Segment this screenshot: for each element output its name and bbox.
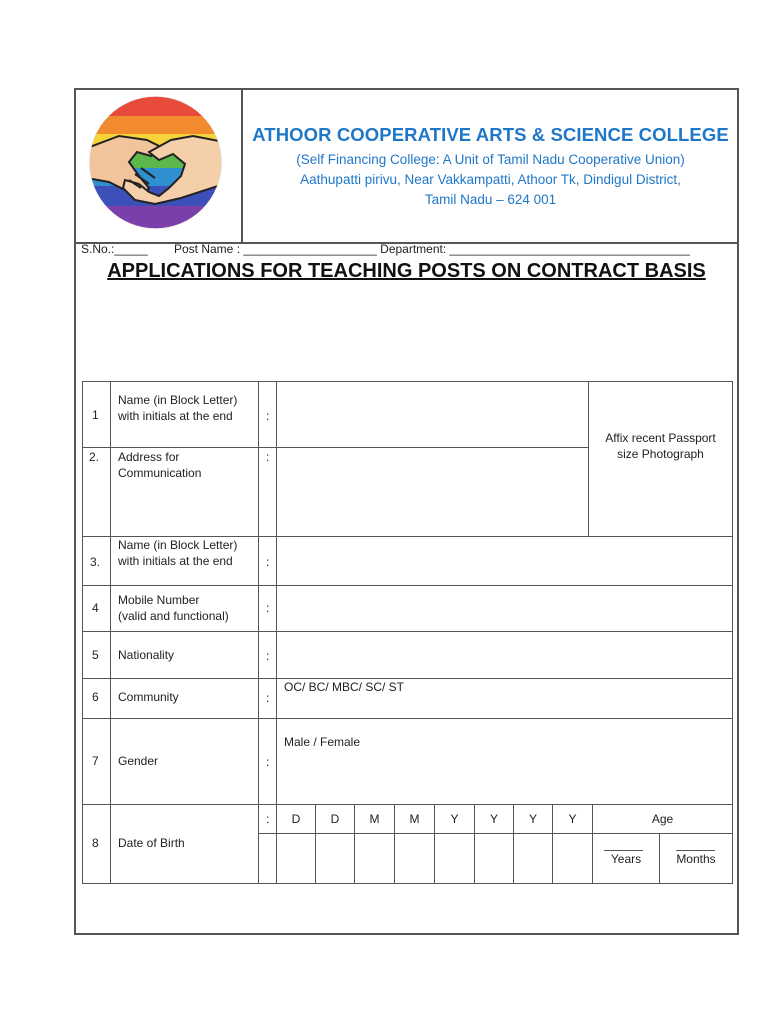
college-subtitle: [244, 150, 737, 210]
logo-divider: [241, 90, 243, 242]
row-label: Date of Birth: [118, 836, 185, 850]
row-number: 1: [92, 408, 99, 422]
row-label: Community: [118, 690, 179, 704]
name-input-2[interactable]: [278, 538, 730, 583]
sno-field[interactable]: S.No.:_____: [81, 242, 148, 256]
table-line: [82, 447, 588, 448]
dob-input-cell[interactable]: [316, 835, 353, 882]
row-number: 5: [92, 648, 99, 662]
community-options[interactable]: OC/ BC/ MBC/ SC/ ST: [284, 680, 405, 694]
dob-year-header: Y: [528, 812, 537, 826]
address-input[interactable]: [278, 449, 586, 535]
dob-input-cell[interactable]: [355, 835, 393, 882]
row-label: Mobile Number: [118, 593, 200, 607]
row-label: with initials at the end: [118, 554, 233, 568]
college-header: [244, 124, 737, 210]
row-colon: :: [266, 812, 270, 826]
dob-year-header: Y: [450, 812, 459, 826]
college-line-3: Tamil Nadu – 624 001: [424, 192, 557, 207]
photo-label-2: size Photograph: [617, 447, 704, 461]
row-number: 6: [92, 690, 99, 704]
table-line: [82, 718, 733, 719]
age-years-field[interactable]: Years: [610, 852, 642, 866]
college-line-1: (Self Financing College: A Unit of Tamil Nadu Cooperative Union): [296, 152, 685, 167]
college-name: ATHOOR COOPERATIVE ARTS & SCIENCE COLLEGE: [252, 124, 729, 145]
row-colon: :: [266, 409, 270, 423]
dob-input-cell[interactable]: [395, 835, 433, 882]
row-number: 2.: [89, 450, 100, 464]
photo-label-1: Affix recent Passport: [605, 431, 716, 445]
table-line: [258, 833, 733, 834]
row-number: 7: [92, 754, 99, 768]
dob-day-header: D: [330, 812, 340, 826]
table-line: [82, 585, 733, 586]
dob-year-header: Y: [568, 812, 577, 826]
row-colon: :: [266, 450, 270, 464]
handshake-rainbow-logo-icon: [89, 96, 222, 229]
age-label: Age: [651, 812, 674, 826]
row-number: 4: [92, 601, 99, 615]
row-label: Communication: [118, 466, 202, 480]
row-number: 8: [92, 836, 99, 850]
row-label: Gender: [118, 754, 159, 768]
table-line: [732, 381, 733, 884]
dob-input-cell[interactable]: [514, 835, 551, 882]
row-label: Nationality: [118, 648, 175, 662]
table-line: [110, 381, 111, 884]
row-label: Name (in Block Letter): [118, 538, 238, 552]
table-line: [258, 381, 259, 884]
table-line: [82, 804, 733, 805]
table-line: [82, 631, 733, 632]
dob-input-cell[interactable]: [475, 835, 512, 882]
years-blank-line: [604, 850, 643, 851]
dob-input-cell[interactable]: [435, 835, 473, 882]
dob-input-cell[interactable]: [277, 835, 314, 882]
table-line: [82, 678, 733, 679]
gender-options[interactable]: Male / Female: [284, 735, 361, 749]
mobile-input[interactable]: [278, 587, 730, 629]
row-label: (valid and functional): [118, 609, 229, 623]
form-title: APPLICATIONS FOR TEACHING POSTS ON CONTRACT BASIS: [107, 260, 706, 282]
months-blank-line: [676, 850, 715, 851]
row-colon: :: [266, 601, 270, 615]
dob-month-header: M: [369, 812, 380, 826]
table-line: [82, 883, 733, 884]
row-label: Name (in Block Letter): [118, 393, 238, 407]
age-months-field[interactable]: Months: [676, 852, 716, 866]
photo-box[interactable]: [589, 431, 732, 461]
row-number: 3.: [90, 555, 101, 569]
post-department-field[interactable]: Post Name : ____________________ Department: ____________________________________: [174, 242, 690, 256]
college-line-2: Aathupatti pirivu, Near Vakkampatti, Athoor Tk, Dindigul District,: [300, 172, 681, 187]
table-line: [82, 381, 83, 884]
dob-day-header: D: [291, 812, 301, 826]
row-colon: :: [266, 649, 270, 663]
row-colon: :: [266, 555, 270, 569]
dob-input-cell[interactable]: [553, 835, 591, 882]
dob-month-header: M: [409, 812, 420, 826]
row-colon: :: [266, 691, 270, 705]
name-input[interactable]: [278, 383, 586, 445]
table-line: [82, 381, 733, 382]
nationality-input[interactable]: [278, 633, 730, 676]
table-line: [82, 536, 733, 537]
row-colon: :: [266, 755, 270, 769]
row-label: Address for: [118, 450, 180, 464]
dob-year-header: Y: [489, 812, 498, 826]
row-label: with initials at the end: [118, 409, 233, 423]
table-line: [276, 381, 277, 884]
